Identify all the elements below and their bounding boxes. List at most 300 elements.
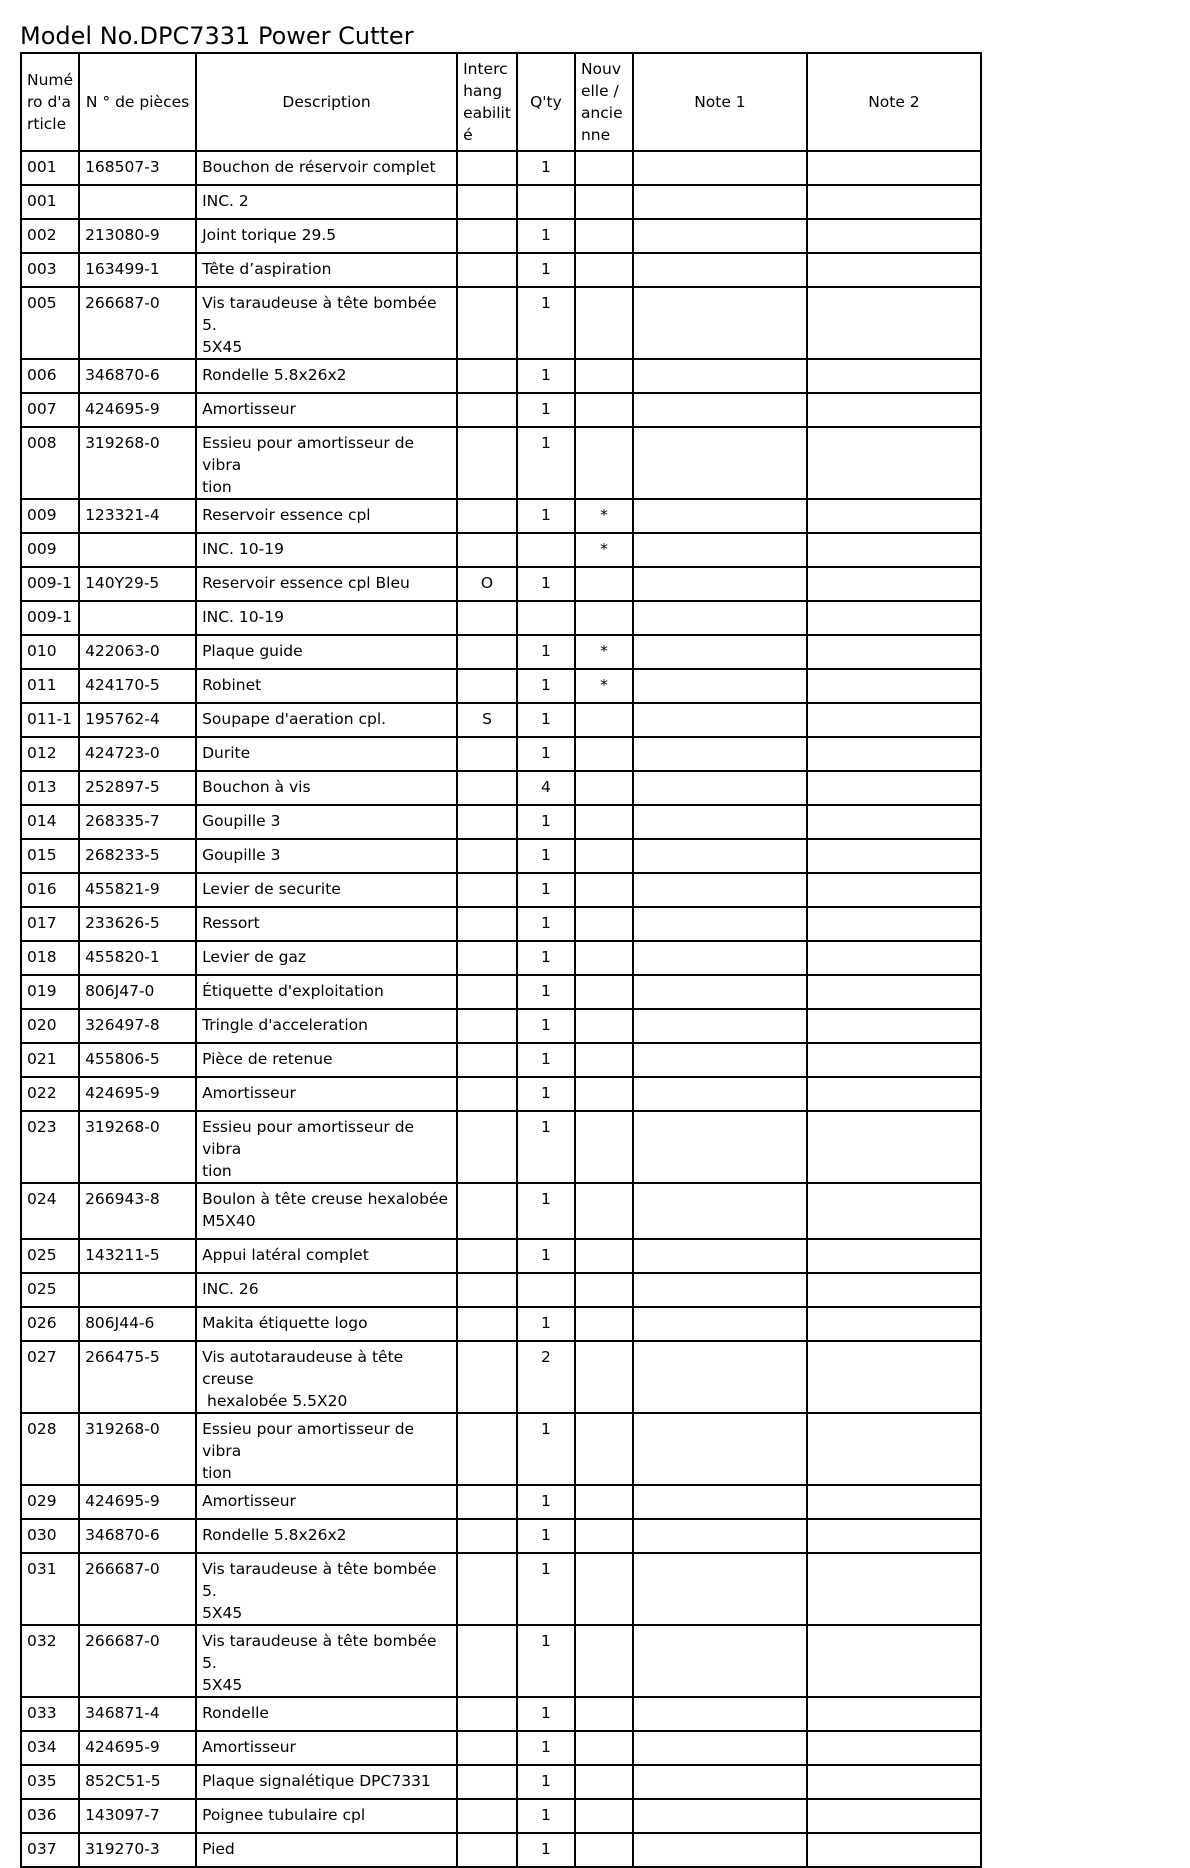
- new-old-cell: [575, 1077, 633, 1111]
- interchangeability-cell: [457, 601, 517, 635]
- part-number-cell: 346870-6: [79, 1519, 196, 1553]
- note-1-cell: [633, 1553, 807, 1625]
- item-number-cell: 006: [21, 359, 79, 393]
- item-number-cell: 037: [21, 1833, 79, 1867]
- note-1-cell: [633, 567, 807, 601]
- interchangeability-cell: [457, 219, 517, 253]
- item-number-cell: 024: [21, 1183, 79, 1239]
- note-1-cell: [633, 1799, 807, 1833]
- description-cell: Levier de securite: [196, 873, 457, 907]
- table-row: [21, 359, 981, 393]
- part-number-cell: [79, 601, 196, 635]
- note-1-cell: [633, 737, 807, 771]
- description-cell: Vis taraudeuse à tête bombée 5. 5X45: [196, 1625, 457, 1697]
- part-number-cell: [79, 533, 196, 567]
- quantity-cell: 1: [517, 1697, 575, 1731]
- part-number-cell: 455820-1: [79, 941, 196, 975]
- new-old-cell: *: [575, 499, 633, 533]
- table-row: [21, 499, 981, 533]
- description-cell: Pied: [196, 1833, 457, 1867]
- note-1-cell: [633, 1519, 807, 1553]
- note-1-cell: [633, 941, 807, 975]
- part-number-cell: 424695-9: [79, 1077, 196, 1111]
- part-number-cell: 163499-1: [79, 253, 196, 287]
- item-number-cell: 026: [21, 1307, 79, 1341]
- item-number-cell: 036: [21, 1799, 79, 1833]
- table-row: [21, 1341, 981, 1413]
- note-2-cell: [807, 253, 981, 287]
- part-number-cell: 168507-3: [79, 151, 196, 185]
- interchangeability-cell: [457, 533, 517, 567]
- interchangeability-cell: [457, 771, 517, 805]
- note-2-cell: [807, 185, 981, 219]
- table-row: [21, 1553, 981, 1625]
- quantity-cell: [517, 1273, 575, 1307]
- interchangeability-cell: [457, 1043, 517, 1077]
- note-1-cell: [633, 1341, 807, 1413]
- quantity-cell: 1: [517, 499, 575, 533]
- description-cell: Poignee tubulaire cpl: [196, 1799, 457, 1833]
- new-old-cell: [575, 427, 633, 499]
- item-number-cell: 011-1: [21, 703, 79, 737]
- parts-table: [20, 52, 982, 1868]
- item-number-cell: 011: [21, 669, 79, 703]
- quantity-cell: 1: [517, 737, 575, 771]
- interchangeability-cell: [457, 941, 517, 975]
- item-number-cell: 031: [21, 1553, 79, 1625]
- interchangeability-cell: [457, 1111, 517, 1183]
- note-2-cell: [807, 219, 981, 253]
- item-number-cell: 033: [21, 1697, 79, 1731]
- interchangeability-cell: [457, 635, 517, 669]
- note-1-cell: [633, 1239, 807, 1273]
- header-item-number: Numé ro d'a rticle: [21, 53, 79, 151]
- interchangeability-cell: O: [457, 567, 517, 601]
- note-1-cell: [633, 287, 807, 359]
- note-1-cell: [633, 1485, 807, 1519]
- table-row: [21, 287, 981, 359]
- note-2-cell: [807, 669, 981, 703]
- table-row: [21, 533, 981, 567]
- interchangeability-cell: [457, 253, 517, 287]
- interchangeability-cell: [457, 1183, 517, 1239]
- note-1-cell: [633, 1111, 807, 1183]
- new-old-cell: [575, 771, 633, 805]
- header-part-number: N ° de pièces: [79, 53, 196, 151]
- note-2-cell: [807, 1273, 981, 1307]
- quantity-cell: 1: [517, 1625, 575, 1697]
- table-row: [21, 1765, 981, 1799]
- quantity-cell: 1: [517, 873, 575, 907]
- note-1-cell: [633, 499, 807, 533]
- item-number-cell: 008: [21, 427, 79, 499]
- quantity-cell: 1: [517, 287, 575, 359]
- interchangeability-cell: [457, 1697, 517, 1731]
- quantity-cell: 1: [517, 1765, 575, 1799]
- description-cell: Boulon à tête creuse hexalobée M5X40: [196, 1183, 457, 1239]
- part-number-cell: 266687-0: [79, 1625, 196, 1697]
- note-1-cell: [633, 1307, 807, 1341]
- description-cell: Rondelle 5.8x26x2: [196, 1519, 457, 1553]
- item-number-cell: 016: [21, 873, 79, 907]
- note-2-cell: [807, 1765, 981, 1799]
- part-number-cell: 424695-9: [79, 1485, 196, 1519]
- part-number-cell: 806J47-0: [79, 975, 196, 1009]
- note-2-cell: [807, 1553, 981, 1625]
- description-cell: Bouchon à vis: [196, 771, 457, 805]
- description-cell: Étiquette d'exploitation: [196, 975, 457, 1009]
- interchangeability-cell: [457, 873, 517, 907]
- note-2-cell: [807, 907, 981, 941]
- item-number-cell: 005: [21, 287, 79, 359]
- new-old-cell: [575, 1799, 633, 1833]
- table-row: [21, 873, 981, 907]
- new-old-cell: [575, 1519, 633, 1553]
- part-number-cell: 326497-8: [79, 1009, 196, 1043]
- quantity-cell: 1: [517, 1413, 575, 1485]
- table-row: [21, 1799, 981, 1833]
- interchangeability-cell: [457, 805, 517, 839]
- table-row: [21, 1731, 981, 1765]
- part-number-cell: 268335-7: [79, 805, 196, 839]
- header-interchangeability: Interc hang eabilit é: [457, 53, 517, 151]
- part-number-cell: 266943-8: [79, 1183, 196, 1239]
- note-2-cell: [807, 1307, 981, 1341]
- table-row: [21, 975, 981, 1009]
- item-number-cell: 001: [21, 185, 79, 219]
- quantity-cell: 1: [517, 839, 575, 873]
- part-number-cell: 806J44-6: [79, 1307, 196, 1341]
- description-cell: INC. 2: [196, 185, 457, 219]
- table-row: [21, 1183, 981, 1239]
- note-2-cell: [807, 737, 981, 771]
- new-old-cell: [575, 185, 633, 219]
- description-cell: Tringle d'acceleration: [196, 1009, 457, 1043]
- part-number-cell: 424170-5: [79, 669, 196, 703]
- note-2-cell: [807, 941, 981, 975]
- item-number-cell: 032: [21, 1625, 79, 1697]
- new-old-cell: [575, 219, 633, 253]
- quantity-cell: 1: [517, 1833, 575, 1867]
- table-row: [21, 805, 981, 839]
- item-number-cell: 025: [21, 1273, 79, 1307]
- new-old-cell: [575, 975, 633, 1009]
- part-number-cell: 123321-4: [79, 499, 196, 533]
- quantity-cell: 1: [517, 427, 575, 499]
- note-1-cell: [633, 1273, 807, 1307]
- table-row: [21, 669, 981, 703]
- new-old-cell: [575, 1009, 633, 1043]
- note-1-cell: [633, 1043, 807, 1077]
- item-number-cell: 009: [21, 499, 79, 533]
- note-2-cell: [807, 287, 981, 359]
- table-row: [21, 839, 981, 873]
- new-old-cell: [575, 1625, 633, 1697]
- item-number-cell: 028: [21, 1413, 79, 1485]
- new-old-cell: [575, 1485, 633, 1519]
- interchangeability-cell: [457, 1307, 517, 1341]
- table-row: [21, 1413, 981, 1485]
- table-row: [21, 1833, 981, 1867]
- description-cell: Levier de gaz: [196, 941, 457, 975]
- part-number-cell: 424723-0: [79, 737, 196, 771]
- interchangeability-cell: [457, 669, 517, 703]
- part-number-cell: [79, 185, 196, 219]
- table-row: [21, 941, 981, 975]
- interchangeability-cell: [457, 975, 517, 1009]
- item-number-cell: 018: [21, 941, 79, 975]
- part-number-cell: 143211-5: [79, 1239, 196, 1273]
- description-cell: Essieu pour amortisseur de vibra tion: [196, 1413, 457, 1485]
- table-row: [21, 1697, 981, 1731]
- new-old-cell: [575, 1833, 633, 1867]
- description-cell: Ressort: [196, 907, 457, 941]
- new-old-cell: [575, 873, 633, 907]
- note-2-cell: [807, 975, 981, 1009]
- note-2-cell: [807, 1111, 981, 1183]
- description-cell: Joint torique 29.5: [196, 219, 457, 253]
- interchangeability-cell: [457, 1731, 517, 1765]
- quantity-cell: 1: [517, 1519, 575, 1553]
- quantity-cell: [517, 185, 575, 219]
- quantity-cell: 1: [517, 253, 575, 287]
- new-old-cell: [575, 1043, 633, 1077]
- part-number-cell: 266687-0: [79, 287, 196, 359]
- interchangeability-cell: [457, 1273, 517, 1307]
- description-cell: Makita étiquette logo: [196, 1307, 457, 1341]
- quantity-cell: 1: [517, 669, 575, 703]
- description-cell: Rondelle: [196, 1697, 457, 1731]
- interchangeability-cell: [457, 1799, 517, 1833]
- note-1-cell: [633, 635, 807, 669]
- table-row: [21, 253, 981, 287]
- interchangeability-cell: [457, 1553, 517, 1625]
- note-2-cell: [807, 1183, 981, 1239]
- note-1-cell: [633, 427, 807, 499]
- part-number-cell: 455806-5: [79, 1043, 196, 1077]
- part-number-cell: [79, 1273, 196, 1307]
- new-old-cell: *: [575, 533, 633, 567]
- part-number-cell: 268233-5: [79, 839, 196, 873]
- table-row: [21, 393, 981, 427]
- quantity-cell: 1: [517, 907, 575, 941]
- quantity-cell: [517, 533, 575, 567]
- note-1-cell: [633, 1697, 807, 1731]
- new-old-cell: [575, 1765, 633, 1799]
- note-1-cell: [633, 393, 807, 427]
- item-number-cell: 029: [21, 1485, 79, 1519]
- interchangeability-cell: [457, 151, 517, 185]
- quantity-cell: 1: [517, 1183, 575, 1239]
- new-old-cell: *: [575, 669, 633, 703]
- quantity-cell: 1: [517, 1307, 575, 1341]
- interchangeability-cell: [457, 1077, 517, 1111]
- table-row: [21, 771, 981, 805]
- new-old-cell: [575, 1731, 633, 1765]
- note-1-cell: [633, 185, 807, 219]
- note-2-cell: [807, 499, 981, 533]
- table-row: [21, 703, 981, 737]
- interchangeability-cell: [457, 1833, 517, 1867]
- interchangeability-cell: [457, 393, 517, 427]
- item-number-cell: 013: [21, 771, 79, 805]
- table-row: [21, 1043, 981, 1077]
- page-title: Model No.DPC7331 Power Cutter: [20, 22, 414, 50]
- quantity-cell: 1: [517, 975, 575, 1009]
- quantity-cell: 1: [517, 1043, 575, 1077]
- note-1-cell: [633, 1833, 807, 1867]
- description-cell: Vis taraudeuse à tête bombée 5. 5X45: [196, 287, 457, 359]
- header-new-old: Nouv elle / ancie nne: [575, 53, 633, 151]
- header-quantity: Q'ty: [517, 53, 575, 151]
- table-row: [21, 151, 981, 185]
- note-1-cell: [633, 771, 807, 805]
- note-2-cell: [807, 1485, 981, 1519]
- description-cell: Essieu pour amortisseur de vibra tion: [196, 427, 457, 499]
- item-number-cell: 014: [21, 805, 79, 839]
- note-2-cell: [807, 771, 981, 805]
- description-cell: Pièce de retenue: [196, 1043, 457, 1077]
- new-old-cell: [575, 287, 633, 359]
- quantity-cell: 1: [517, 635, 575, 669]
- part-number-cell: 422063-0: [79, 635, 196, 669]
- note-1-cell: [633, 669, 807, 703]
- description-cell: Plaque guide: [196, 635, 457, 669]
- new-old-cell: [575, 601, 633, 635]
- quantity-cell: 4: [517, 771, 575, 805]
- part-number-cell: 319268-0: [79, 1111, 196, 1183]
- note-1-cell: [633, 975, 807, 1009]
- note-2-cell: [807, 873, 981, 907]
- part-number-cell: 319270-3: [79, 1833, 196, 1867]
- note-2-cell: [807, 1413, 981, 1485]
- new-old-cell: [575, 1239, 633, 1273]
- item-number-cell: 020: [21, 1009, 79, 1043]
- quantity-cell: 1: [517, 359, 575, 393]
- table-row: [21, 219, 981, 253]
- interchangeability-cell: [457, 427, 517, 499]
- description-cell: Essieu pour amortisseur de vibra tion: [196, 1111, 457, 1183]
- item-number-cell: 007: [21, 393, 79, 427]
- part-number-cell: 852C51-5: [79, 1765, 196, 1799]
- interchangeability-cell: [457, 1413, 517, 1485]
- description-cell: Vis taraudeuse à tête bombée 5. 5X45: [196, 1553, 457, 1625]
- item-number-cell: 010: [21, 635, 79, 669]
- new-old-cell: [575, 359, 633, 393]
- header-description: Description: [196, 53, 457, 151]
- note-1-cell: [633, 1765, 807, 1799]
- part-number-cell: 266687-0: [79, 1553, 196, 1625]
- interchangeability-cell: [457, 1519, 517, 1553]
- table-row: [21, 601, 981, 635]
- interchangeability-cell: S: [457, 703, 517, 737]
- interchangeability-cell: [457, 839, 517, 873]
- part-number-cell: 455821-9: [79, 873, 196, 907]
- part-number-cell: 424695-9: [79, 393, 196, 427]
- description-cell: Robinet: [196, 669, 457, 703]
- quantity-cell: 1: [517, 151, 575, 185]
- table-row: [21, 1519, 981, 1553]
- new-old-cell: [575, 151, 633, 185]
- note-2-cell: [807, 805, 981, 839]
- note-1-cell: [633, 907, 807, 941]
- new-old-cell: [575, 567, 633, 601]
- new-old-cell: [575, 1413, 633, 1485]
- note-2-cell: [807, 703, 981, 737]
- new-old-cell: [575, 1697, 633, 1731]
- description-cell: Vis autotaraudeuse à tête creuse hexalobée 5.5X20: [196, 1341, 457, 1413]
- new-old-cell: [575, 393, 633, 427]
- part-number-cell: 195762-4: [79, 703, 196, 737]
- note-1-cell: [633, 839, 807, 873]
- quantity-cell: 1: [517, 1485, 575, 1519]
- table-row: [21, 185, 981, 219]
- new-old-cell: [575, 1183, 633, 1239]
- description-cell: INC. 26: [196, 1273, 457, 1307]
- note-1-cell: [633, 219, 807, 253]
- note-2-cell: [807, 1833, 981, 1867]
- new-old-cell: *: [575, 635, 633, 669]
- note-2-cell: [807, 839, 981, 873]
- item-number-cell: 021: [21, 1043, 79, 1077]
- interchangeability-cell: [457, 1009, 517, 1043]
- new-old-cell: [575, 1307, 633, 1341]
- note-1-cell: [633, 873, 807, 907]
- interchangeability-cell: [457, 499, 517, 533]
- interchangeability-cell: [457, 1485, 517, 1519]
- note-1-cell: [633, 359, 807, 393]
- description-cell: Amortisseur: [196, 1077, 457, 1111]
- description-cell: Reservoir essence cpl Bleu: [196, 567, 457, 601]
- interchangeability-cell: [457, 1341, 517, 1413]
- new-old-cell: [575, 703, 633, 737]
- table-row: [21, 1273, 981, 1307]
- header-note-2: Note 2: [807, 53, 981, 151]
- item-number-cell: 001: [21, 151, 79, 185]
- description-cell: Amortisseur: [196, 393, 457, 427]
- note-2-cell: [807, 1799, 981, 1833]
- note-2-cell: [807, 1239, 981, 1273]
- new-old-cell: [575, 805, 633, 839]
- table-row: [21, 907, 981, 941]
- description-cell: Reservoir essence cpl: [196, 499, 457, 533]
- quantity-cell: 1: [517, 805, 575, 839]
- part-number-cell: 140Y29-5: [79, 567, 196, 601]
- item-number-cell: 027: [21, 1341, 79, 1413]
- description-cell: Amortisseur: [196, 1485, 457, 1519]
- note-1-cell: [633, 703, 807, 737]
- table-row: [21, 1239, 981, 1273]
- part-number-cell: 266475-5: [79, 1341, 196, 1413]
- table-row: [21, 635, 981, 669]
- note-2-cell: [807, 393, 981, 427]
- quantity-cell: 1: [517, 393, 575, 427]
- part-number-cell: 424695-9: [79, 1731, 196, 1765]
- item-number-cell: 009-1: [21, 567, 79, 601]
- note-1-cell: [633, 1183, 807, 1239]
- description-cell: Durite: [196, 737, 457, 771]
- note-2-cell: [807, 151, 981, 185]
- note-2-cell: [807, 1697, 981, 1731]
- item-number-cell: 035: [21, 1765, 79, 1799]
- table-row: [21, 1307, 981, 1341]
- interchangeability-cell: [457, 1765, 517, 1799]
- quantity-cell: 1: [517, 703, 575, 737]
- part-number-cell: 319268-0: [79, 427, 196, 499]
- quantity-cell: 1: [517, 941, 575, 975]
- header-note-1: Note 1: [633, 53, 807, 151]
- description-cell: Tête d’aspiration: [196, 253, 457, 287]
